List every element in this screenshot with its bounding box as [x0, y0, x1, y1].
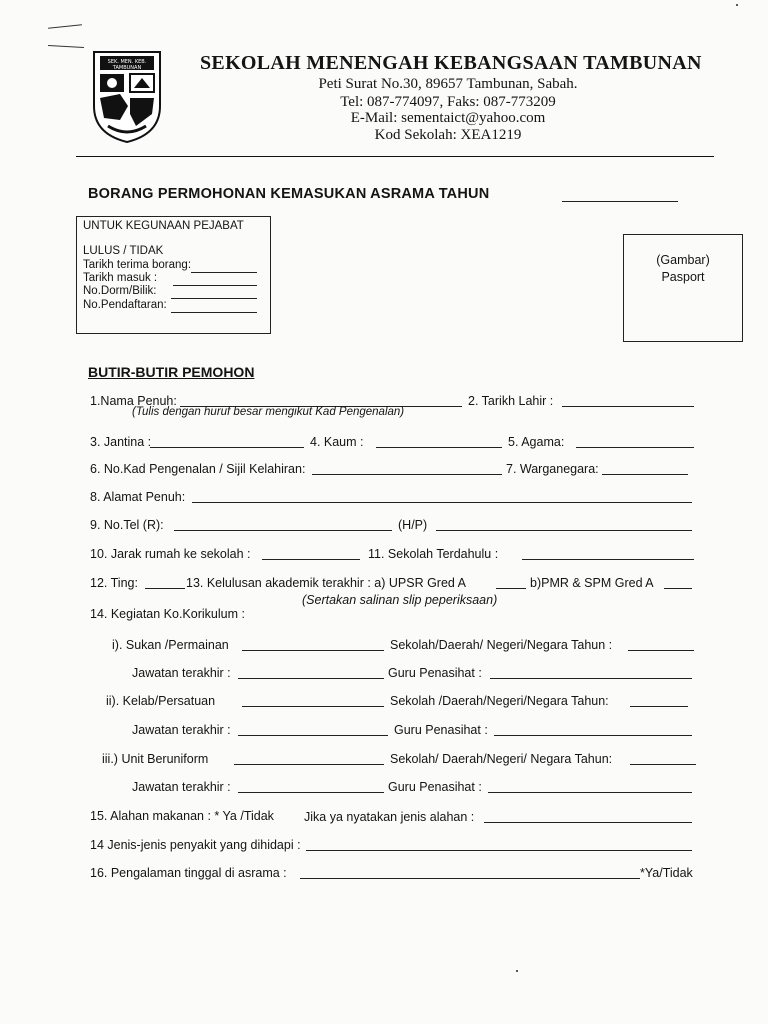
sports-year-field[interactable] — [628, 650, 694, 651]
uniform-level-label: Sekolah/ Daerah/Negeri/ Negara Tahun: — [390, 752, 613, 766]
form-level-field[interactable] — [145, 588, 185, 589]
office-field-label: No.Dorm/Bilik: — [83, 285, 157, 297]
photo-label-passport: Pasport — [661, 270, 705, 284]
citizenship-label: 7. Warganegara: — [506, 462, 599, 476]
sports-level-label: Sekolah/Daerah/ Negeri/Negara Tahun : — [390, 638, 613, 652]
uniform-unit-label: iii.) Unit Beruniform — [102, 752, 209, 766]
club-advisor-label: Guru Penasihat : — [394, 723, 488, 737]
passport-photo-box[interactable] — [623, 234, 743, 342]
school-address: Peti Surat No.30, 89657 Tambunan, Sabah. — [318, 76, 578, 92]
club-label: ii). Kelab/Persatuan — [106, 694, 216, 708]
form-level-label: 12. Ting: — [90, 576, 138, 590]
ic-number-field[interactable] — [312, 474, 502, 475]
race-label: 4. Kaum : — [310, 435, 364, 449]
yes-no-option[interactable]: *Ya/Tidak — [640, 866, 693, 880]
sports-position-field[interactable] — [238, 678, 384, 679]
form-title: BORANG PERMOHONAN KEMASUKAN ASRAMA TAHUN — [88, 186, 490, 202]
approval-status: LULUS / TIDAK — [83, 245, 164, 257]
uniform-advisor-label: Guru Penasihat : — [388, 780, 482, 794]
gender-label: 3. Jantina : — [90, 435, 152, 449]
club-position-label: Jawatan terakhir : — [132, 723, 231, 737]
distance-label: 10. Jarak rumah ke sekolah : — [90, 547, 251, 561]
school-tel-fax: Tel: 087-774097, Faks: 087-773209 — [340, 94, 556, 110]
religion-field[interactable] — [576, 447, 694, 448]
club-year-field[interactable] — [630, 706, 688, 707]
distance-field[interactable] — [262, 559, 360, 560]
svg-text:SEK. MEN. KEB.: SEK. MEN. KEB. — [107, 59, 147, 65]
full-name-note: (Tulis dengan huruf besar mengikut Kad Pengenalan) — [132, 406, 405, 418]
cocurricular-label: 14. Kegiatan Ko.Korikulum : — [90, 607, 245, 621]
uniform-unit-field[interactable] — [234, 764, 384, 765]
food-allergy-label: 15. Alahan makanan : * Ya /Tidak — [90, 809, 274, 823]
receipt-date-field[interactable] — [191, 272, 257, 273]
sports-label: i). Sukan /Permainan — [112, 638, 229, 652]
club-advisor-field[interactable] — [494, 735, 692, 736]
address-label: 8. Alamat Penuh: — [90, 490, 186, 504]
uniform-advisor-field[interactable] — [488, 792, 692, 793]
gender-field[interactable] — [150, 447, 304, 448]
address-field[interactable] — [192, 502, 692, 503]
school-crest-logo — [90, 48, 164, 144]
previous-school-label: 11. Sekolah Terdahulu : — [368, 547, 499, 561]
religion-label: 5. Agama: — [508, 435, 565, 449]
registration-no-field[interactable] — [171, 312, 257, 313]
svg-text:TAMBUNAN: TAMBUNAN — [112, 65, 142, 71]
school-name: SEKOLAH MENENGAH KEBANGSAAN TAMBUNAN — [200, 52, 702, 74]
sports-position-label: Jawatan terakhir : — [132, 666, 231, 680]
uniform-position-label: Jawatan terakhir : — [132, 780, 231, 794]
uniform-year-field[interactable] — [630, 764, 696, 765]
birth-date-field[interactable] — [562, 406, 694, 407]
entry-date-field[interactable] — [173, 285, 257, 286]
full-name-label: 1.Nama Penuh: — [90, 394, 177, 408]
allergy-type-label: Jika ya nyatakan jenis alahan : — [304, 810, 475, 824]
pmr-spm-grade-field[interactable] — [664, 588, 692, 589]
office-use-heading: UNTUK KEGUNAAN PEJABAT — [83, 220, 244, 232]
club-level-label: Sekolah /Daerah/Negeri/Negara Tahun: — [390, 694, 609, 708]
pmr-spm-label: b)PMR & SPM Gred A — [530, 576, 654, 590]
hostel-experience-label: 16. Pengalaman tinggal di asrama : — [90, 866, 287, 880]
ic-number-label: 6. No.Kad Pengenalan / Sijil Kelahiran: — [90, 462, 306, 476]
allergy-type-field[interactable] — [484, 822, 692, 823]
sports-advisor-label: Guru Penasihat : — [388, 666, 482, 680]
home-phone-label: 9. No.Tel (R): — [90, 518, 164, 532]
uniform-position-field[interactable] — [238, 792, 384, 793]
office-use-box — [76, 216, 271, 334]
sports-advisor-field[interactable] — [490, 678, 692, 679]
illness-label: 14 Jenis-jenis penyakit yang dihidapi : — [90, 838, 301, 852]
race-field[interactable] — [376, 447, 502, 448]
office-field-label: Tarikh masuk : — [83, 272, 158, 284]
section-title: BUTIR-BUTIR PEMOHON — [88, 364, 255, 380]
year-field[interactable] — [562, 201, 678, 202]
header-divider — [76, 156, 714, 157]
office-field-label: No.Pendaftaran: — [83, 299, 167, 311]
citizenship-field[interactable] — [602, 474, 688, 475]
illness-field[interactable] — [306, 850, 692, 851]
office-field-label: Tarikh terima borang: — [83, 259, 192, 271]
slip-note: (Sertakan salinan slip peperiksaan) — [302, 593, 498, 607]
school-email: E-Mail: sementaict@yahoo.com — [350, 110, 546, 126]
club-field[interactable] — [242, 706, 384, 707]
mobile-phone-field[interactable] — [436, 530, 692, 531]
home-phone-field[interactable] — [174, 530, 392, 531]
hostel-experience-field[interactable] — [300, 878, 640, 879]
mobile-phone-label: (H/P) — [398, 518, 428, 532]
academic-label: 13. Kelulusan akademik terakhir : a) UPSR Gred A — [186, 576, 466, 590]
sports-field[interactable] — [242, 650, 384, 651]
upsr-grade-field[interactable] — [496, 588, 526, 589]
birth-date-label: 2. Tarikh Lahir : — [468, 394, 554, 408]
club-position-field[interactable] — [238, 735, 388, 736]
dorm-room-field[interactable] — [171, 298, 257, 299]
previous-school-field[interactable] — [522, 559, 694, 560]
photo-label: (Gambar) — [656, 253, 710, 267]
school-code: Kod Sekolah: XEA1219 — [374, 127, 522, 143]
